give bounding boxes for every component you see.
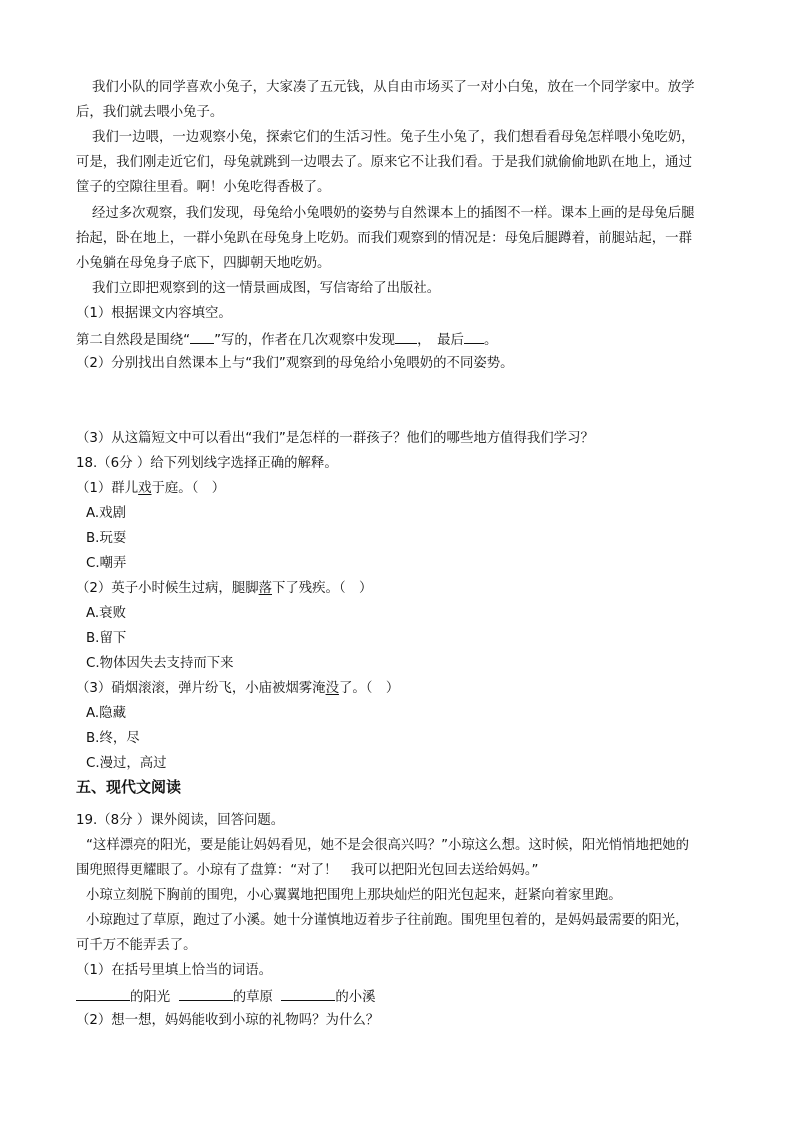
q18-2-option-a[interactable]: A.衰败: [86, 606, 126, 621]
reading-paragraph-1-line-2: 围兜照得更耀眼了。小琼有了盘算：“对了！ 我可以把阳光包回去送给妈妈。”: [76, 863, 539, 878]
question-17-1-fill-line: [76, 330, 497, 349]
q18-3-text-a: （3）硝烟滚滚，弹片纷飞，小庙被烟雾淹: [76, 681, 326, 696]
question-18-3: [76, 680, 399, 697]
question-17-3: （3）从这篇短文中可以看出“我们”是怎样的一群孩子？他们的哪些地方值得我们学习？: [76, 431, 594, 446]
passage-paragraph-1-line-2: 后，我们就去喂小兔子。: [76, 105, 224, 120]
q18-3-option-a[interactable]: A.隐藏: [86, 706, 126, 721]
answer-blank-1[interactable]: [190, 330, 214, 344]
reading-paragraph-3-line-2: 可千万不能弄丢了。: [76, 938, 197, 953]
reading-paragraph-2-line-1: 小琼立刻脱下胸前的围兜，小心翼翼地把围兜上那块灿烂的阳光包起来，赶紧向着家里跑。: [86, 888, 622, 903]
reading-paragraph-3-line-1: 小琼跑过了草原，跑过了小溪。她十分谨慎地迈着步子往前跑。围兜里包着的，是妈妈最需要的阳光，: [86, 913, 689, 928]
question-19-2: （2）想一想，妈妈能收到小琼的礼物吗？为什么？: [76, 1013, 380, 1028]
q18-3-option-b[interactable]: B.终，尽: [86, 731, 140, 746]
question-19-title: 19.（8分 ）课外阅读，回答问题。: [76, 813, 285, 828]
q18-2-option-c[interactable]: C.物体因失去支持而下来: [86, 656, 234, 671]
question-19-1: （1）在括号里填上恰当的词语。: [76, 963, 272, 978]
answer-blank-stream[interactable]: [281, 987, 335, 1001]
question-17-2: （2）分别找出自然课本上与“我们”观察到的母兔给小兔喂奶的不同姿势。: [76, 356, 514, 371]
fill-text-c: ， 最后: [417, 333, 464, 348]
fill-text-d: 。: [483, 333, 498, 348]
passage-paragraph-3-line-2: 抬起，卧在地上，一群小兔趴在母兔身上吃奶。而我们观察到的情况是：母兔后腿蹲着，前腿站起，一群: [76, 231, 692, 246]
passage-paragraph-1-line-1: 我们小队的同学喜欢小兔子，大家凑了五元钱，从自由市场买了一对小白兔，放在一个同学家中。放学: [92, 80, 695, 95]
q18-1-text-a: （1）群儿: [76, 481, 139, 496]
passage-paragraph-2-line-3: 筐子的空隙往里看。啊！小兔吃得香极了。: [76, 180, 331, 195]
q18-2-option-b[interactable]: B.留下: [86, 631, 127, 646]
answer-blank-3[interactable]: [464, 330, 484, 344]
fill-sunlight-label: 的阳光: [130, 990, 171, 1005]
q18-3-underlined-char: 没: [325, 681, 339, 696]
passage-paragraph-4-line-1: 我们立即把观察到的这一情景画成图，写信寄给了出版社。: [92, 281, 441, 296]
passage-paragraph-3-line-3: 小兔躺在母兔身子底下，四脚朝天地吃奶。: [76, 256, 331, 271]
answer-blank-2[interactable]: [395, 330, 417, 344]
question-18-1: [76, 480, 225, 497]
q18-3-text-b: 了。（ ）: [338, 681, 400, 696]
q18-2-text-b: 下了残疾。（ ）: [272, 581, 373, 596]
q18-1-underlined-char: 戏: [138, 481, 152, 496]
q18-2-underlined-char: 落: [258, 581, 272, 596]
passage-paragraph-2-line-2: 可是，我们刚走近它们，母兔就跳到一边喂去了。原来它不让我们看。于是我们就偷偷地趴在地上，通过: [76, 155, 692, 170]
fill-stream-label: 的小溪: [335, 990, 376, 1005]
question-17-1: （1）根据课文内容填空。: [76, 306, 232, 321]
passage-paragraph-2-line-1: 我们一边喂，一边观察小兔，探索它们的生活习性。兔子生小兔了，我们想看看母兔怎样喂小兔吃奶，: [92, 130, 695, 145]
q18-1-text-b: 于庭。（ ）: [151, 481, 226, 496]
passage-paragraph-3-line-1: 经过多次观察，我们发现，母兔给小兔喂奶的姿势与自然课本上的插图不一样。课本上画的是母兔后腿: [92, 206, 695, 221]
reading-paragraph-1-line-1: “这样漂亮的阳光，要是能让妈妈看见，她不是会很高兴吗？”小琼这么想。这时候，阳光悄悄地把她的: [86, 838, 690, 853]
q18-1-option-b[interactable]: B.玩耍: [86, 531, 127, 546]
question-18-title: 18.（6分 ）给下列划线字选择正确的解释。: [76, 456, 338, 471]
q18-2-text-a: （2）英子小时候生过病，腿脚: [76, 581, 259, 596]
q18-1-option-c[interactable]: C.嘲弄: [86, 556, 127, 571]
section-heading: 五、现代文阅读: [76, 778, 182, 796]
question-18-2: [76, 580, 372, 597]
fill-text-b: ”写的，作者在几次观察中发现: [214, 333, 396, 348]
answer-blank-sunlight[interactable]: [76, 987, 130, 1001]
q18-1-option-a[interactable]: A.戏剧: [86, 506, 126, 521]
fill-text-a: 第二自然段是围绕“: [76, 333, 191, 348]
q18-3-option-c[interactable]: C.漫过，高过: [86, 756, 167, 771]
answer-blank-grassland[interactable]: [179, 987, 233, 1001]
fill-grassland-label: 的草原: [232, 990, 273, 1005]
question-19-1-fill-line: [76, 987, 376, 1006]
